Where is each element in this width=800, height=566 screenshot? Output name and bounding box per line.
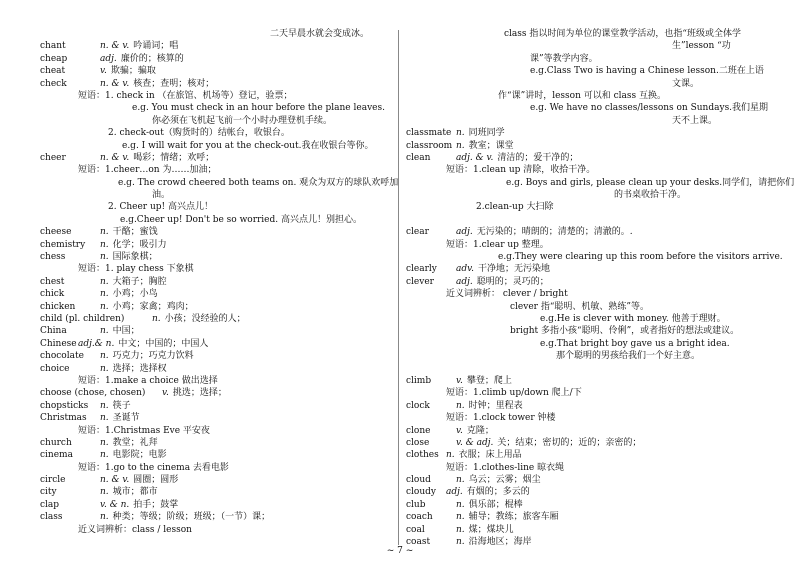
entry-pos: n. — [446, 450, 455, 461]
entry-detail-line — [406, 313, 766, 325]
entry-line — [40, 152, 390, 164]
entry-definition: 沿海地区；海岸 — [468, 537, 532, 548]
entry-line — [406, 486, 766, 498]
entry-headword: city — [40, 487, 57, 498]
entry-detail-text: 你必须在飞机起飞前一个小时办理登机手续。 — [152, 115, 333, 126]
entry-definition: 克隆； — [466, 425, 494, 436]
entry-detail-text: 短语：1.make a choice 做出选择 — [78, 375, 218, 386]
entry-detail-text: 2. Cheer up! 高兴点儿！ — [108, 202, 213, 213]
entry-definition: 时钟；里程表 — [468, 400, 523, 411]
entry-headword: chick — [40, 289, 65, 300]
entry-detail-text: e.g. Boys and girls, please clean up your desks.同学们，请把你们 — [506, 177, 795, 188]
entry-pos: n. — [100, 239, 109, 250]
entry-headword: chocolate — [40, 351, 84, 362]
entry-definition: 廉价的；核算的 — [120, 53, 184, 64]
entry-pos: adj.& n. — [78, 338, 115, 349]
entry-pos: adj. — [456, 276, 473, 287]
entry-headword: child (pl. children) — [40, 313, 125, 324]
entry-headword: clever — [406, 276, 434, 287]
entry-definition: 巧克力；巧克力饮料 — [112, 351, 194, 362]
entry-line — [406, 449, 766, 461]
entry-definition: 圣诞节 — [112, 413, 140, 424]
entry-line — [406, 127, 766, 139]
entry-pos: v. — [456, 375, 463, 386]
entry-headword: class — [40, 512, 63, 523]
entry-line — [406, 226, 766, 238]
entry-headword: climb — [406, 375, 432, 386]
entry-detail-line — [40, 201, 390, 213]
entry-detail-text: e.g. I will wait for you at the check-out.我在收银台等你。 — [122, 140, 374, 151]
entry-detail-line — [406, 115, 766, 127]
entry-headword: choose (chose, chosen) — [40, 388, 146, 399]
entry-detail-text: 2.clean-up 大扫除 — [476, 202, 554, 213]
entry-pos: n. — [100, 437, 109, 448]
entry-pos: n. — [456, 400, 465, 411]
entry-headword: China — [40, 326, 67, 337]
entry-line — [40, 363, 390, 375]
entry-detail-line — [406, 251, 783, 263]
entry-detail-text: 短语：1.cheer…on 为……加油； — [78, 165, 217, 176]
entry-pos: n. — [100, 326, 109, 337]
entry-definition: 大箱子；胸腔 — [112, 276, 167, 287]
entry-line — [40, 226, 390, 238]
entry-line — [40, 338, 390, 350]
right-column — [406, 28, 795, 548]
entry-line — [40, 499, 390, 511]
entry-detail-text: 二天早晨水就会变成冰。 — [270, 29, 370, 39]
entry-definition: 俱乐部；棍棒 — [468, 499, 523, 510]
entry-definition: 国际象棋； — [112, 252, 158, 263]
entry-detail-text: e.g.They were clearing up this room before the visitors arrive. — [498, 252, 783, 263]
entry-line — [40, 412, 390, 424]
entry-definition: 种类；等级；阶级；班级；（一节）课； — [112, 512, 271, 523]
entry-line — [40, 511, 390, 523]
entry-line — [40, 400, 390, 412]
page-number: ~ 7 ~ — [386, 546, 414, 556]
column-divider — [398, 30, 399, 545]
entry-detail-text: 短语：1. check in （在旅馆、机场等）登记，验票； — [78, 90, 293, 101]
entry-pos: v. & n. — [100, 499, 130, 510]
entry-detail-line — [406, 387, 766, 399]
entry-headword: chant — [40, 41, 66, 52]
entry-headword: coast — [406, 537, 431, 548]
entry-detail-line — [406, 177, 795, 189]
entry-headword: clean — [406, 152, 431, 163]
entry-definition: 吟诵词；唱 — [133, 41, 179, 52]
entry-pos: adj. & v. — [456, 152, 494, 163]
entry-detail-line — [406, 201, 766, 213]
entry-line — [40, 486, 390, 498]
entry-detail-line — [40, 102, 390, 114]
entry-detail-text: 短语：1.climb up/down 爬上/下 — [446, 388, 582, 399]
entry-detail-line — [40, 375, 390, 387]
entry-line — [40, 40, 390, 52]
entry-definition: 城市；都市 — [112, 487, 158, 498]
entry-pos: n. & v. — [100, 475, 130, 486]
entry-detail-text: 天不上课。 — [672, 115, 718, 126]
entry-detail-line — [40, 462, 390, 474]
entry-line — [406, 276, 766, 288]
entry-pos: n. & v. — [100, 152, 130, 163]
left-column — [40, 28, 399, 536]
entry-pos: n. — [456, 524, 465, 535]
entry-headword: choice — [40, 363, 70, 374]
entry-detail-text: 短语：1.Christmas Eve 平安夜 — [78, 425, 210, 436]
entry-definition: 拍手；鼓掌 — [133, 499, 179, 510]
entry-headword: coal — [406, 524, 425, 535]
entry-headword: chopsticks — [40, 400, 89, 411]
entry-detail-line — [40, 28, 390, 40]
entry-detail-text: 作“课”讲时，lesson 可以和 class 互换。 — [498, 90, 666, 101]
entry-pos: n. — [456, 537, 465, 548]
entry-line — [40, 350, 390, 362]
entry-pos: n. — [100, 413, 109, 424]
entry-headword: church — [40, 437, 72, 448]
entry-pos: n. — [100, 363, 109, 374]
entry-detail-line — [406, 40, 766, 52]
entry-detail-text: 那个聪明的男孩给我们一个好主意。 — [556, 351, 701, 362]
entry-definition: 小孩；没经验的人； — [164, 313, 246, 324]
entry-definition: 乌云；云雾；烟尘 — [468, 475, 541, 486]
entry-line — [406, 425, 766, 437]
entry-headword: cheese — [40, 227, 72, 238]
entry-detail-text: 短语：1.clock tower 钟楼 — [446, 413, 556, 424]
entry-headword: chest — [40, 276, 65, 287]
entry-detail-text: 生”lesson “功 — [672, 41, 731, 52]
entry-detail-line — [406, 102, 769, 114]
entry-detail-text: clever 指“聪明、机敏、熟练”等。 — [510, 301, 650, 312]
entry-pos: n. — [100, 351, 109, 362]
entry-detail-text: 近义词辨析： clever / bright — [446, 289, 568, 300]
entry-pos: v. — [162, 388, 169, 399]
entry-detail-text: 近义词辨析：class / lesson — [78, 524, 192, 535]
entry-detail-line — [406, 164, 766, 176]
entry-definition: 小鸡；小鸟 — [112, 289, 158, 300]
blank-line — [406, 214, 766, 226]
entry-headword: coach — [406, 512, 433, 523]
entry-pos: n. — [456, 128, 465, 139]
entry-line — [40, 387, 390, 399]
entry-line — [40, 301, 390, 313]
entry-detail-line — [406, 288, 766, 300]
entry-detail-line — [406, 350, 766, 362]
entry-definition: 攀登；爬上 — [466, 375, 512, 386]
entry-pos: n. — [100, 512, 109, 523]
entry-detail-text: class 指以时间为单位的课堂教学活动，也指“班级或全体学 — [504, 29, 741, 39]
entry-line — [406, 375, 766, 387]
entry-detail-line — [406, 65, 766, 77]
entry-line — [406, 499, 766, 511]
entry-headword: cheer — [40, 152, 66, 163]
entry-headword: club — [406, 499, 426, 510]
entry-pos: n. — [100, 276, 109, 287]
entry-definition: 中国； — [112, 326, 140, 337]
entry-pos: n. — [152, 313, 161, 324]
entry-detail-line — [406, 90, 766, 102]
entry-detail-line — [40, 524, 390, 536]
entry-detail-text: e.g.Class Two is having a Chinese lesson.二班在上语 — [530, 66, 764, 77]
entry-detail-text: e.g. You must check in an hour before the plane leaves. — [132, 103, 385, 114]
entry-detail-text: 短语：1. play chess 下象棋 — [78, 264, 194, 275]
entry-definition: 选择；选择权 — [112, 363, 167, 374]
entry-detail-line — [40, 140, 390, 152]
entry-headword: cloud — [406, 475, 431, 486]
entry-headword: cloudy — [406, 487, 436, 498]
entry-line — [406, 474, 766, 486]
entry-detail-text: 短语：1.go to the cinema 去看电影 — [78, 462, 229, 473]
entry-headword: cinema — [40, 450, 73, 461]
entry-definition: 欺骗；骗取 — [110, 66, 156, 77]
entry-pos: adj. — [456, 227, 473, 238]
entry-definition: 圆圈；圆形 — [133, 475, 179, 486]
entry-line — [40, 251, 390, 263]
entry-detail-text: 2. check-out（购货时的）结帐台，收银台。 — [108, 128, 290, 139]
entry-detail-line — [406, 53, 766, 65]
entry-definition: 衣服；床上用品 — [458, 450, 522, 461]
entry-definition: 辅导；教练；旅客车厢 — [468, 512, 559, 523]
entry-detail-line — [40, 189, 390, 201]
entry-detail-text: 短语：1.clothes-line 晾衣绳 — [446, 462, 565, 473]
blank-line — [406, 363, 766, 375]
entry-pos: adj. — [446, 487, 463, 498]
entry-definition: 有烟的；多云的 — [466, 487, 530, 498]
entry-detail-line — [40, 177, 399, 189]
entry-definition: 教堂；礼拜 — [112, 437, 158, 448]
entry-detail-line — [406, 462, 766, 474]
entry-pos: n. — [100, 400, 109, 411]
entry-detail-text: 短语：1.clear up 整理。 — [446, 239, 549, 250]
entry-headword: close — [406, 437, 430, 448]
entry-line — [406, 437, 766, 449]
entry-definition: 无污染的；晴朗的；清楚的；清澈的。. — [476, 227, 633, 238]
entry-definition: 挑选；选择； — [172, 388, 227, 399]
entry-detail-line — [406, 301, 766, 313]
entry-headword: clock — [406, 400, 430, 411]
entry-detail-line — [406, 28, 766, 40]
entry-detail-line — [40, 127, 390, 139]
entry-line — [40, 276, 390, 288]
entry-detail-text: 文课。 — [672, 78, 700, 89]
entry-detail-line — [406, 412, 766, 424]
entry-definition: 清洁的；爱干净的； — [497, 152, 579, 163]
entry-line — [40, 78, 390, 90]
entry-pos: n. — [100, 227, 109, 238]
entry-headword: clap — [40, 499, 60, 510]
entry-line — [40, 449, 390, 461]
entry-pos: n. — [100, 252, 109, 263]
entry-line — [40, 474, 390, 486]
entry-detail-line — [40, 425, 390, 437]
entry-line — [406, 263, 766, 275]
entry-pos: n. — [100, 487, 109, 498]
entry-line — [406, 400, 766, 412]
entry-pos: n. — [100, 301, 109, 312]
entry-detail-text: bright 多指小孩“聪明、伶俐”，或者指好的想法或建议。 — [510, 326, 740, 337]
entry-headword: clothes — [406, 450, 439, 461]
entry-pos: adv. — [456, 264, 475, 275]
entry-definition: 中文；中国的；中国人 — [118, 338, 209, 349]
entry-pos: adj. — [100, 53, 117, 64]
entry-detail-line — [40, 164, 390, 176]
entry-pos: v. — [100, 66, 107, 77]
entry-detail-line — [406, 338, 766, 350]
entry-definition: 筷子 — [112, 400, 131, 411]
entry-headword: circle — [40, 475, 66, 486]
entry-headword: clone — [406, 425, 431, 436]
entry-pos: n. — [456, 475, 465, 486]
entry-detail-text: e.g.Cheer up! Don't be so worried. 高兴点儿！别担心。 — [120, 214, 362, 225]
entry-detail-text: 短语：1.clean up 清除，收拾干净。 — [446, 165, 596, 176]
entry-detail-line — [406, 239, 766, 251]
entry-headword: classroom — [406, 140, 453, 151]
entry-headword: chess — [40, 252, 66, 263]
entry-headword: chemistry — [40, 239, 86, 250]
entry-line — [40, 437, 390, 449]
entry-pos: n. — [456, 499, 465, 510]
entry-detail-line — [40, 214, 390, 226]
entry-line — [40, 65, 390, 77]
entry-definition: 化学；吸引力 — [112, 239, 167, 250]
entry-headword: Christmas — [40, 413, 87, 424]
entry-line — [40, 313, 390, 325]
entry-detail-line — [406, 78, 766, 90]
entry-pos: v. — [456, 425, 463, 436]
entry-definition: 煤；煤块儿 — [468, 524, 514, 535]
entry-detail-text: 的书桌收拾干净。 — [614, 190, 687, 201]
entry-line — [40, 53, 390, 65]
entry-headword: chicken — [40, 301, 76, 312]
entry-detail-text: e.g.That bright boy gave us a bright idea. — [540, 338, 730, 349]
entry-detail-line — [40, 115, 390, 127]
entry-definition: 同班同学 — [468, 128, 505, 139]
entry-pos: n. & v. — [100, 41, 130, 52]
entry-detail-line — [40, 263, 390, 275]
entry-detail-line — [406, 189, 766, 201]
entry-definition: 干酪；蜜饯 — [112, 227, 158, 238]
entry-headword: cheap — [40, 53, 68, 64]
entry-pos: n. — [100, 289, 109, 300]
entry-headword: Chinese — [40, 338, 77, 349]
entry-definition: 干净地；无污染地 — [478, 264, 551, 275]
entry-line — [406, 140, 766, 152]
entry-definition: 教室；课堂 — [468, 140, 514, 151]
entry-headword: clear — [406, 227, 429, 238]
entry-line — [406, 524, 766, 536]
entry-line — [406, 152, 766, 164]
entry-pos: n. — [100, 450, 109, 461]
entry-headword: clearly — [406, 264, 437, 275]
entry-line — [40, 325, 390, 337]
entry-pos: n. & v. — [100, 78, 130, 89]
entry-line — [406, 511, 766, 523]
entry-line — [40, 239, 390, 251]
entry-line — [40, 288, 390, 300]
entry-definition: 聪明的；灵巧的； — [476, 276, 549, 287]
entry-headword: classmate — [406, 128, 452, 139]
entry-detail-line — [406, 325, 766, 337]
entry-definition: 喝彩；情绪；欢呼； — [133, 152, 215, 163]
entry-headword: check — [40, 78, 67, 89]
entry-detail-text: e.g. The crowd cheered both teams on. 观众为双方的球队欢呼加 — [118, 177, 399, 188]
entry-definition: 关；结束；密切的；近的；亲密的； — [497, 437, 642, 448]
entry-detail-text: 课”等教学内容。 — [530, 53, 598, 64]
entry-definition: 电影院；电影 — [112, 450, 167, 461]
entry-pos: v. & adj. — [456, 437, 494, 448]
entry-pos: n. — [456, 140, 465, 151]
entry-definition: 小鸡；家禽；鸡肉； — [112, 301, 194, 312]
entry-definition: 核查；查明；核对； — [133, 78, 215, 89]
entry-detail-text: 油。 — [152, 190, 171, 201]
entry-detail-text: e.g.He is clever with money. 他善于理财。 — [540, 313, 726, 324]
entry-pos: n. — [456, 512, 465, 523]
entry-detail-line — [40, 90, 390, 102]
entry-headword: cheat — [40, 66, 66, 77]
entry-detail-text: e.g. We have no classes/lessons on Sundays.我们星期 — [530, 103, 769, 114]
